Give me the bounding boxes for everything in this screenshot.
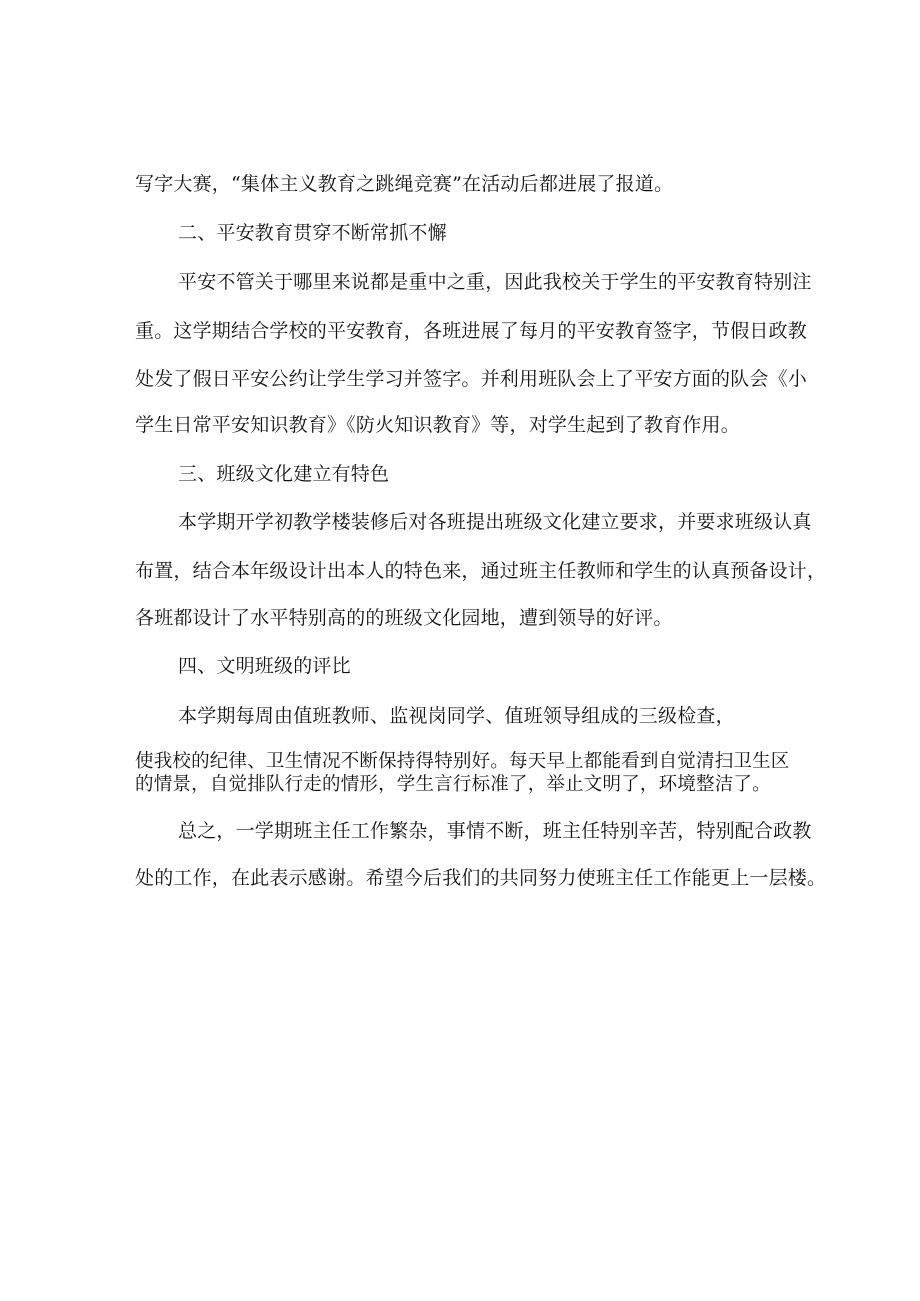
text-line: 处的工作，在此表示感谢。希望今后我们的共同努力使班主任工作能更上一层楼。 <box>135 867 827 889</box>
text-line: 总之，一学期班主任工作繁杂，事情不断，班主任特别辛苦，特别配合政教 <box>178 820 812 842</box>
text-line: 重。这学期结合学校的平安教育，各班进展了每月的平安教育签字，节假日政教 <box>135 320 808 342</box>
text-line: 各班都设计了水平特别高的的班级文化园地，遭到领导的好评。 <box>135 607 673 629</box>
text-line: 的情景，自觉排队行走的情形，学生言行标准了，举止文明了，环境整洁了。 <box>135 774 771 795</box>
text-line: 平安不管关于哪里来说都是重中之重，因此我校关于学生的平安教育特别注 <box>178 271 812 293</box>
text-line: 本学期每周由值班教师、监视岗同学、值班领导组成的三级检查， <box>178 705 735 727</box>
section-heading: 四、文明班级的评比 <box>178 655 351 677</box>
text-line: 本学期开学初教学楼装修后对各班提出班级文化建立要求，并要求班级认真 <box>178 511 812 533</box>
section-heading: 二、平安教育贯穿不断常抓不懈 <box>178 222 447 244</box>
text-line: 写字大赛，“集体主义教育之跳绳竞赛”在活动后都进展了报道。 <box>135 173 674 195</box>
text-line: 学生日常平安知识教育》《防火知识教育》等，对学生起到了教育作用。 <box>135 414 740 436</box>
text-line: 使我校的纪律、卫生情况不断保持得特别好。每天早上都能看到自觉清扫卫生区 <box>135 751 790 772</box>
text-line: 布置，结合本年级设计出本人的特色来，通过班主任教师和学生的认真预备设计， <box>135 560 827 582</box>
text-line: 处发了假日平安公约让学生学习并签字。并利用班队会上了平安方面的队会《小 <box>135 368 808 390</box>
section-heading: 三、班级文化建立有特色 <box>178 463 390 485</box>
